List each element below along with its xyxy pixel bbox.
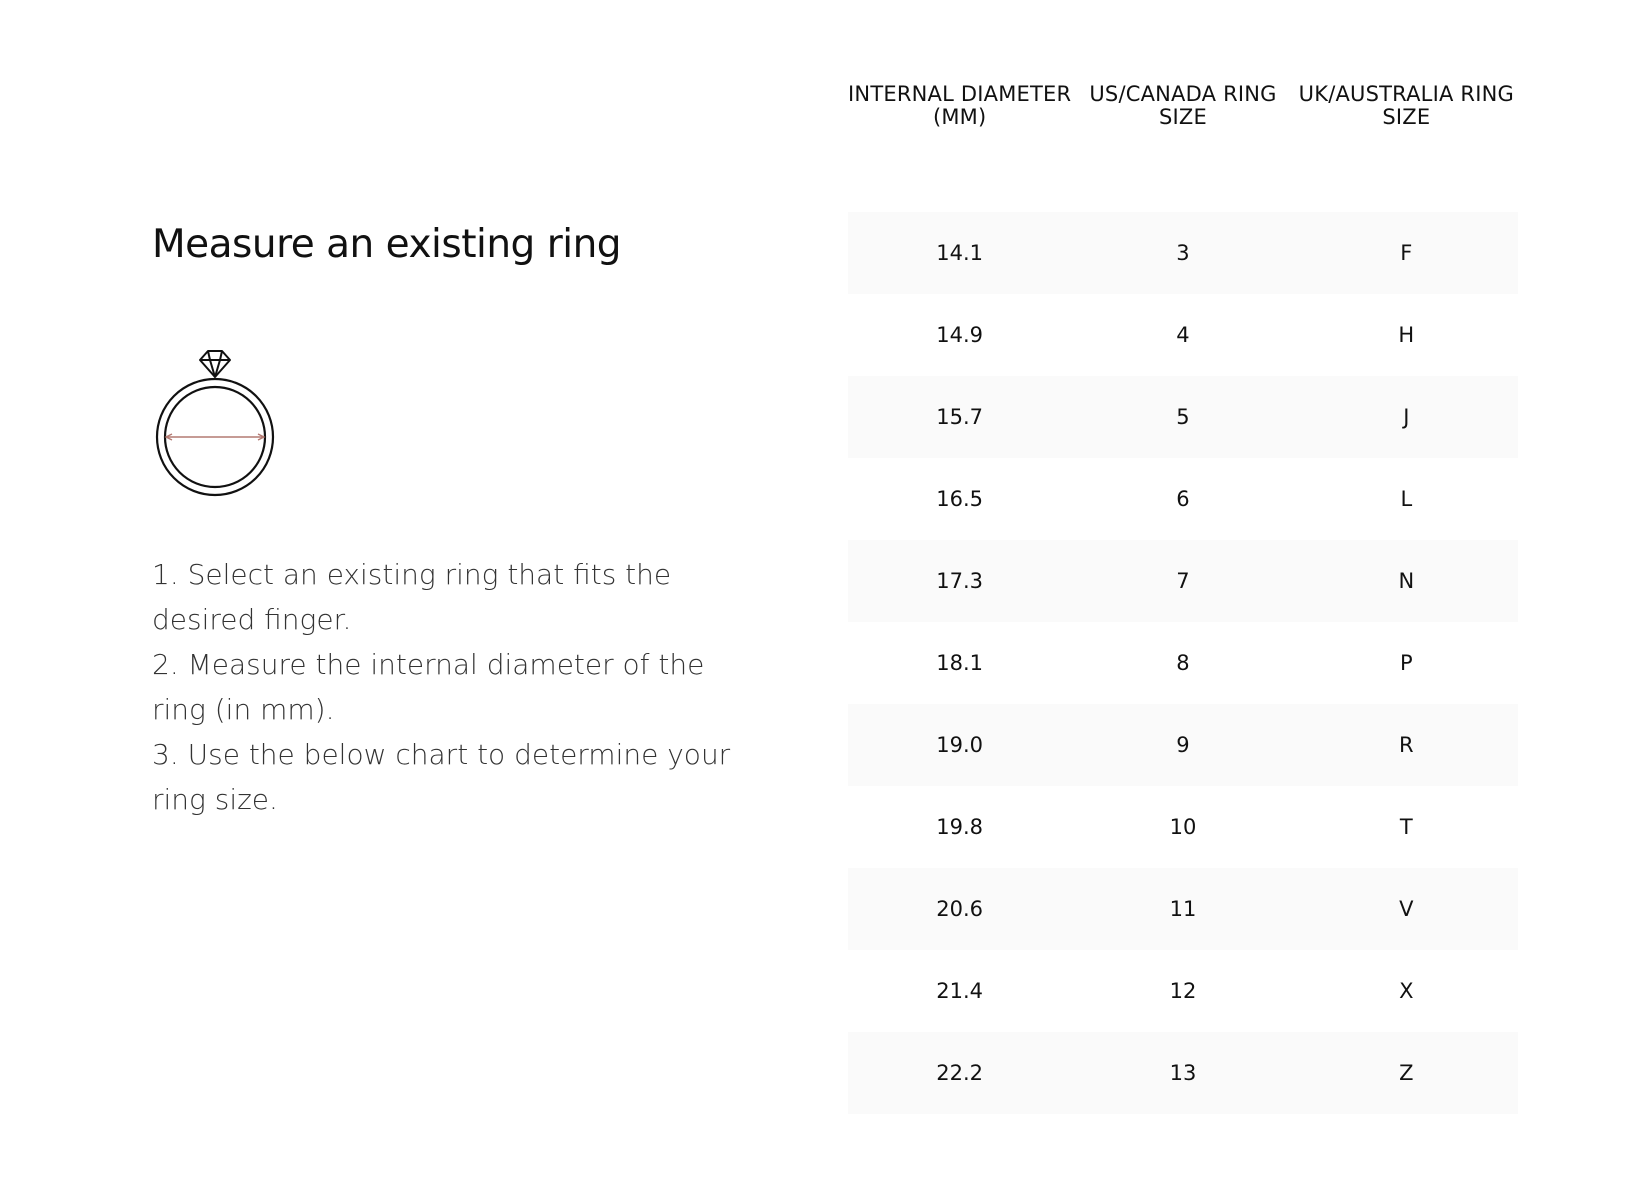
us-size-cell: 8 — [1071, 622, 1294, 704]
us-size-cell: 12 — [1071, 950, 1294, 1032]
us-size-cell: 4 — [1071, 294, 1294, 376]
instruction-steps — [152, 552, 757, 822]
us-size-cell: 9 — [1071, 704, 1294, 786]
uk-size-cell: H — [1295, 294, 1518, 376]
header-uk-australia-size: UK/AUSTRALIA RING SIZE — [1298, 82, 1514, 129]
table-row — [848, 622, 1518, 704]
diameter-cell: 19.0 — [848, 704, 1071, 786]
table-row — [848, 950, 1518, 1032]
step-item: 1. Select an existing ring that fits the desired finger. — [152, 558, 672, 636]
table-row — [848, 868, 1518, 950]
uk-size-cell: R — [1295, 704, 1518, 786]
diameter-cell: 15.7 — [848, 376, 1071, 458]
table-row — [848, 376, 1518, 458]
table-body — [848, 212, 1518, 1114]
table-row — [848, 458, 1518, 540]
us-size-cell: 10 — [1071, 786, 1294, 868]
diameter-cell: 16.5 — [848, 458, 1071, 540]
uk-size-cell: N — [1295, 540, 1518, 622]
uk-size-cell: X — [1295, 950, 1518, 1032]
us-size-cell: 6 — [1071, 458, 1294, 540]
header-internal-diameter: INTERNAL DIAMETER (MM) — [848, 82, 1072, 129]
header-us-canada-size: US/CANADA RING SIZE — [1089, 82, 1277, 129]
uk-size-cell: P — [1295, 622, 1518, 704]
diameter-cell: 14.1 — [848, 212, 1071, 294]
table-row — [848, 212, 1518, 294]
uk-size-cell: T — [1295, 786, 1518, 868]
us-size-cell: 7 — [1071, 540, 1294, 622]
step-item: 2. Measure the internal diameter of the ring (in mm). — [152, 648, 705, 726]
diameter-cell: 19.8 — [848, 786, 1071, 868]
uk-size-cell: Z — [1295, 1032, 1518, 1114]
diameter-cell: 17.3 — [848, 540, 1071, 622]
diameter-cell: 18.1 — [848, 622, 1071, 704]
section-title: Measure an existing ring — [152, 222, 622, 267]
us-size-cell: 13 — [1071, 1032, 1294, 1114]
diameter-arrow — [166, 434, 264, 440]
uk-size-cell: V — [1295, 868, 1518, 950]
uk-size-cell: J — [1295, 376, 1518, 458]
diameter-cell: 20.6 — [848, 868, 1071, 950]
diameter-cell: 14.9 — [848, 294, 1071, 376]
ring-size-chart — [848, 64, 1518, 1114]
us-size-cell: 11 — [1071, 868, 1294, 950]
table-row — [848, 786, 1518, 868]
diameter-cell: 21.4 — [848, 950, 1071, 1032]
table-row — [848, 1032, 1518, 1114]
step-item: 3. Use the below chart to determine your ring size. — [152, 738, 731, 816]
uk-size-cell: F — [1295, 212, 1518, 294]
uk-size-cell: L — [1295, 458, 1518, 540]
us-size-cell: 3 — [1071, 212, 1294, 294]
ring-with-diamond-icon — [152, 345, 278, 497]
table-row — [848, 540, 1518, 622]
table-header-row — [848, 64, 1518, 150]
table-row — [848, 704, 1518, 786]
table-row — [848, 294, 1518, 376]
diameter-cell: 22.2 — [848, 1032, 1071, 1114]
us-size-cell: 5 — [1071, 376, 1294, 458]
